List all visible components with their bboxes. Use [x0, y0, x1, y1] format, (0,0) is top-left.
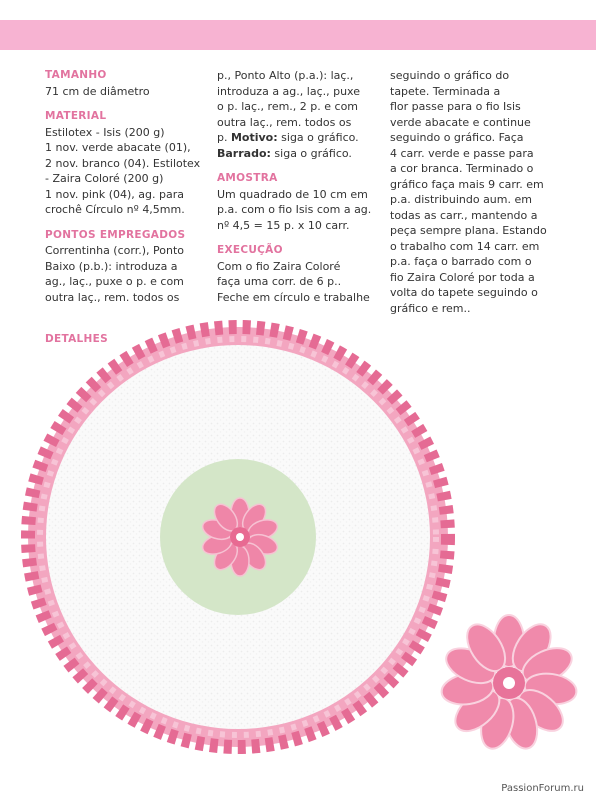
column-3 — [390, 68, 550, 316]
amostra-line: p.a. com o fio Isis com a ag. — [217, 203, 372, 216]
execucao-line: p.a. faça o barrado com o — [390, 255, 532, 268]
heading-tamanho: TAMANHO — [45, 69, 107, 81]
execucao-line: seguindo o gráfico do — [390, 69, 510, 82]
header-band — [0, 20, 596, 50]
execucao-line: tapete. Terminada a — [390, 84, 501, 98]
material-line: - Zaira Coloré (200 g) — [45, 172, 164, 185]
column-1 — [45, 68, 205, 305]
motivo-prefix: p. — [217, 131, 228, 144]
heading-material: MATERIAL — [45, 110, 107, 122]
pontos-line: ag., laç., puxe o p. e com — [45, 275, 184, 288]
material-line: 1 nov. pink (04), ag. para — [45, 187, 184, 201]
barrado-label: Barrado: — [217, 146, 271, 160]
heading-detalhes: DETALHES — [45, 333, 108, 345]
execucao-line: verde abacate e continue — [390, 115, 531, 129]
tamanho-text: 71 cm de diâmetro — [45, 84, 150, 98]
material-line: 1 nov. verde abacate (01), — [45, 141, 191, 154]
barrado-text: siga o gráfico. — [274, 146, 352, 160]
crochet-rug-photo — [0, 320, 596, 800]
heading-execucao: EXECUÇÃO — [217, 244, 283, 256]
rug — [28, 327, 448, 747]
execucao-line: faça uma corr. de 6 p.. — [217, 275, 342, 288]
motivo-text: siga o gráfico. — [281, 131, 359, 144]
heading-pontos: PONTOS EMPREGADOS — [45, 228, 186, 241]
execucao-line: flor passe para o fio Isis — [390, 100, 521, 113]
barrado-line — [217, 146, 377, 162]
execucao-line: a cor branca. Terminado o — [390, 162, 534, 175]
material-line: 2 nov. branco (04). Estilotex — [45, 156, 201, 170]
execucao-line: o trabalho com 14 carr. em — [390, 239, 540, 253]
pontos-line: o p. laç., rem., 2 p. e com — [217, 100, 359, 113]
pontos-line: Correntinha (corr.), Ponto — [45, 244, 184, 257]
execucao-line: seguindo o gráfico. Faça — [390, 131, 524, 144]
pontos-line: p., Ponto Alto (p.a.): laç., — [217, 69, 354, 82]
material-line: crochê Círculo nº 4,5mm. — [45, 203, 185, 216]
motivo-label: Motivo: — [230, 131, 278, 144]
amostra-line: Um quadrado de 10 cm em — [217, 187, 368, 201]
execucao-line: 4 carr. verde e passe para — [390, 146, 534, 160]
execucao-line: gráfico faça mais 9 carr. em — [390, 177, 544, 191]
heading-amostra: AMOSTRA — [217, 172, 278, 184]
execucao-line: volta do tapete seguindo o — [390, 286, 538, 299]
execucao-line: Com o fio Zaira Coloré — [217, 259, 341, 273]
detail-flower — [440, 615, 579, 752]
execucao-line: fio Zaira Coloré por toda a — [390, 270, 535, 284]
pontos-line: outra laç., rem. todos os — [45, 290, 180, 304]
execucao-line: peça sempre plana. Estando — [390, 224, 547, 237]
execucao-line: p.a. distribuindo aum. em — [390, 193, 532, 206]
pontos-line: outra laç., rem. todos os — [217, 115, 352, 129]
pontos-line: introduza a ag., laç., puxe — [217, 84, 360, 98]
material-line: Estilotex - Isis (200 g) — [45, 125, 165, 139]
execucao-line: todas as carr., mantendo a — [390, 208, 538, 222]
motivo-line — [217, 130, 377, 146]
execucao-line: gráfico e rem.. — [390, 301, 471, 315]
execucao-line: Feche em círculo e trabalhe — [217, 290, 370, 304]
amostra-line: nº 4,5 = 15 p. x 10 carr. — [217, 218, 350, 232]
column-2 — [217, 68, 377, 305]
watermark: PassionForum.ru — [501, 783, 584, 794]
pontos-line: Baixo (p.b.): introduza a — [45, 259, 178, 273]
